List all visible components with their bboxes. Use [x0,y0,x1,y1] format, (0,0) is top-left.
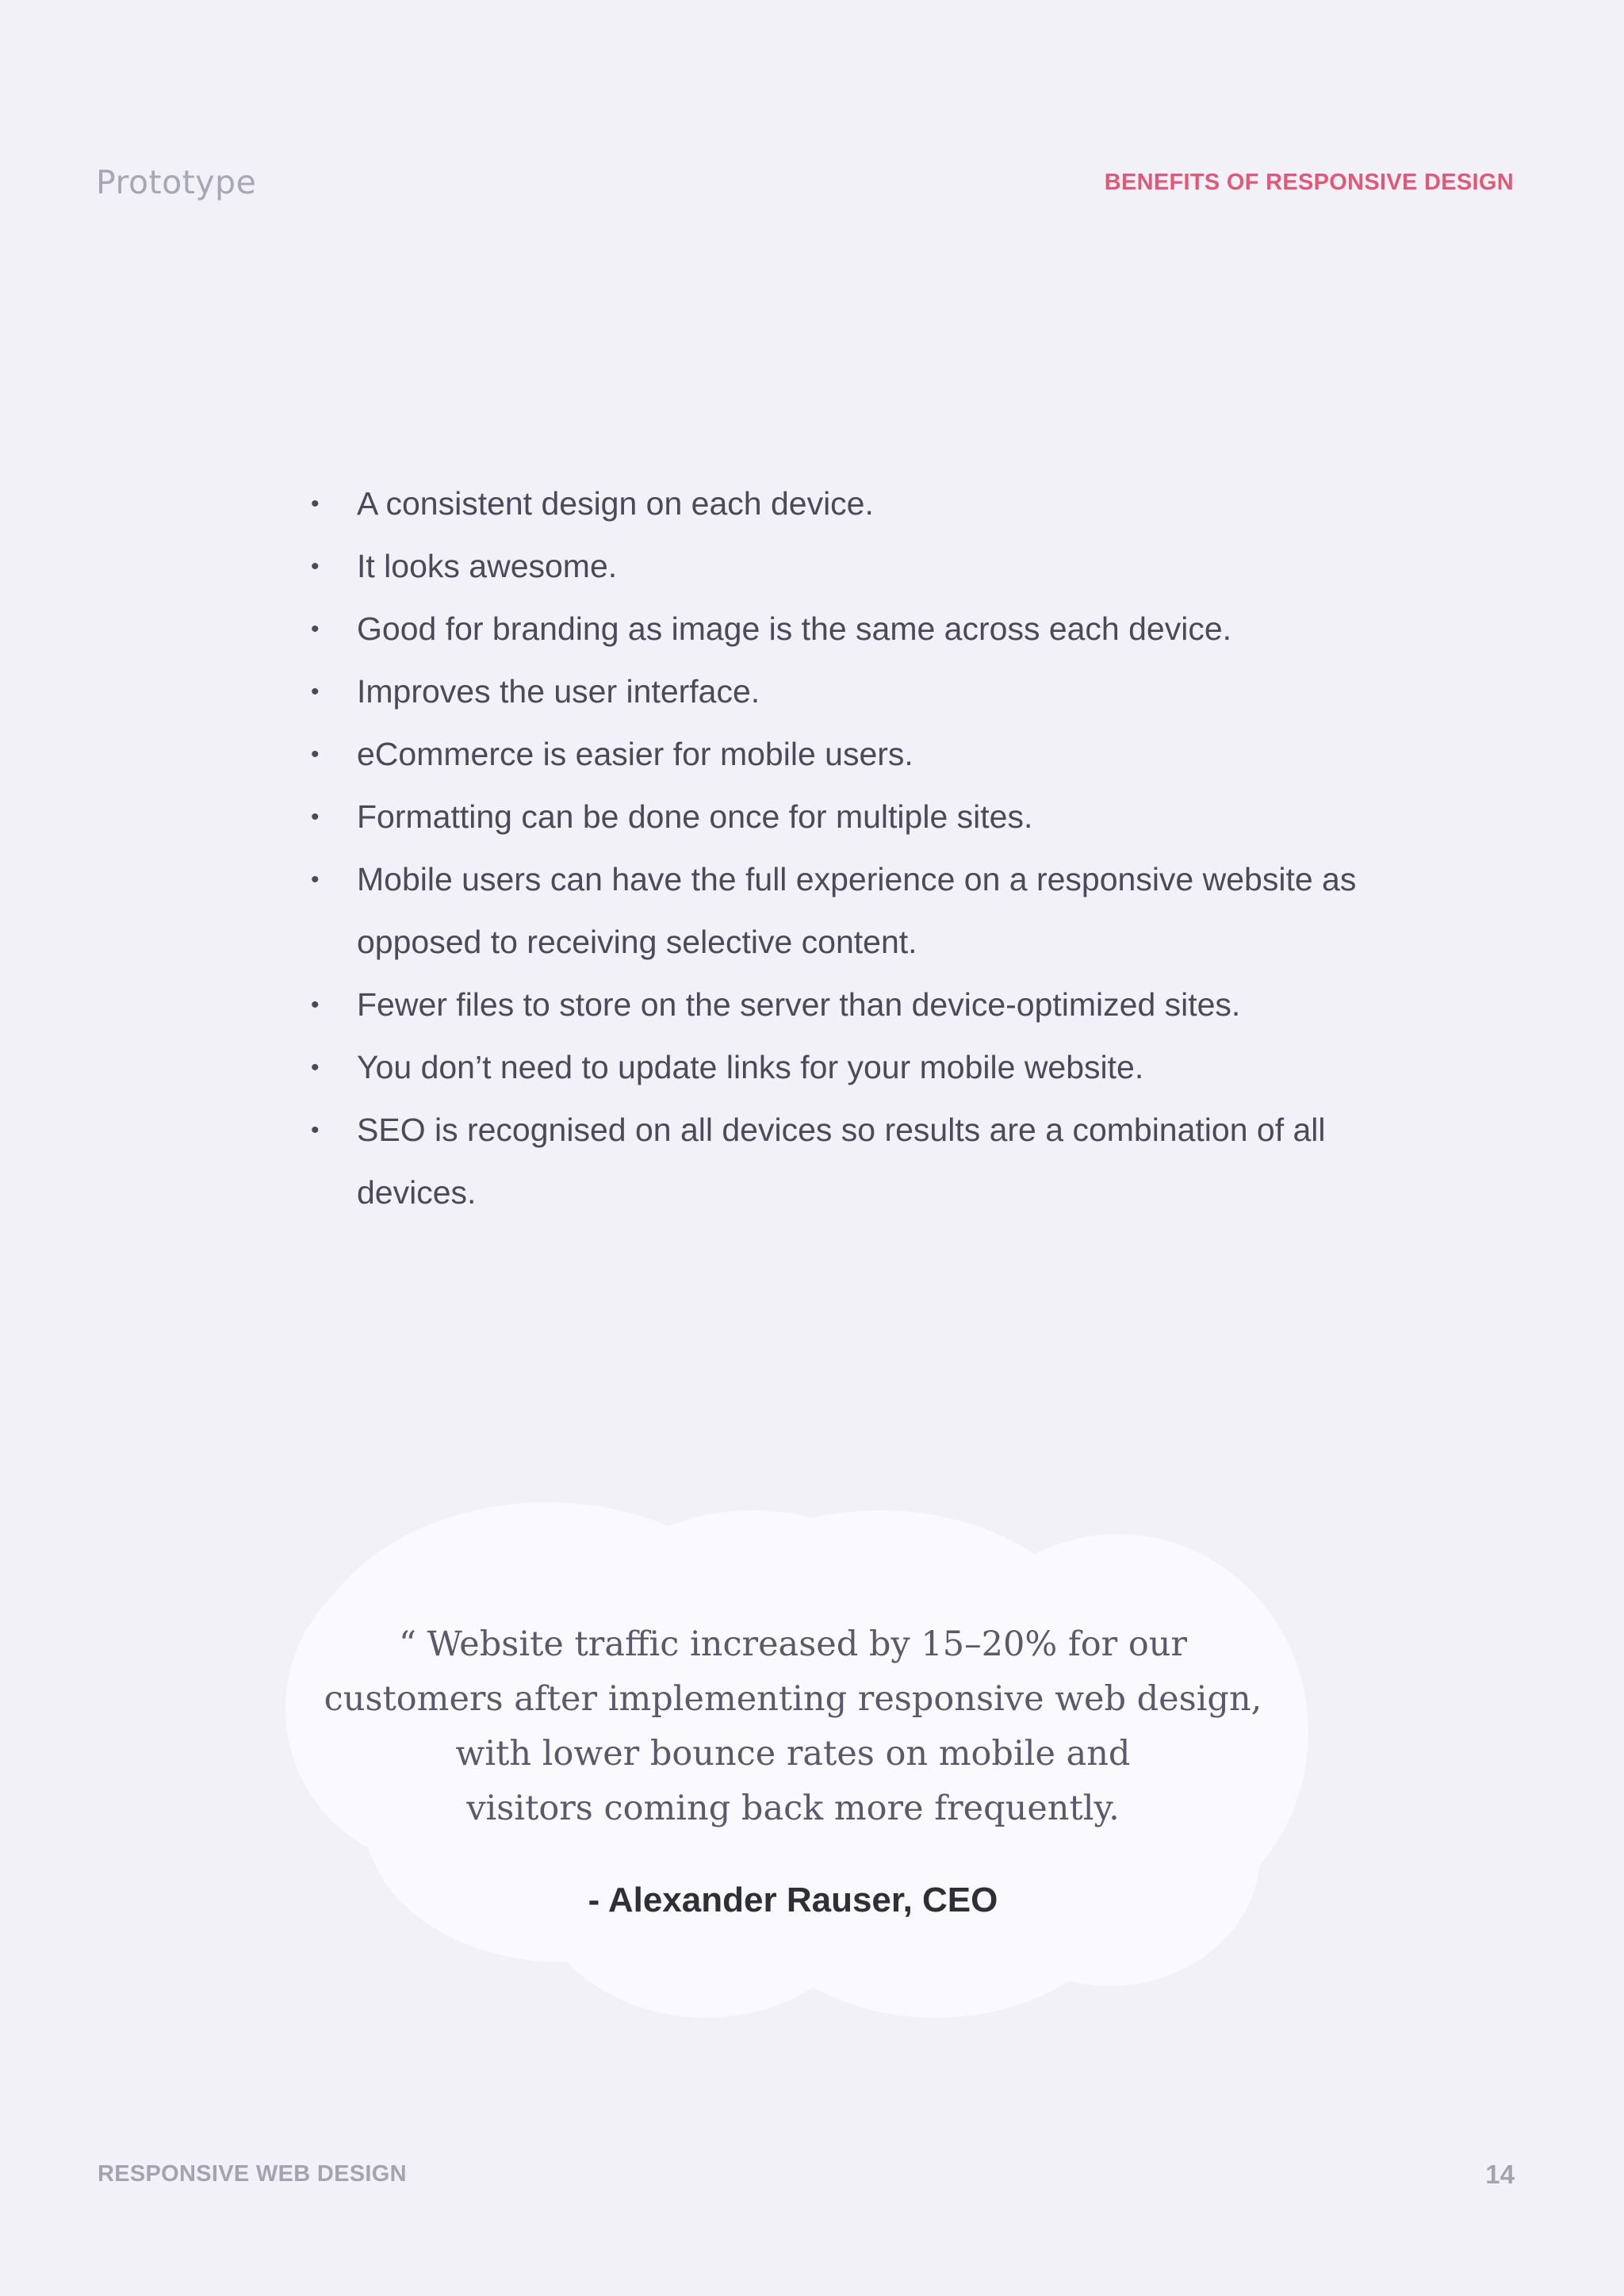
list-item-text: It looks awesome. [357,548,618,584]
bullet-icon: • [311,1054,320,1081]
list-item [301,1036,1364,1099]
bullet-icon: • [311,867,320,893]
page-number: 14 [1485,2160,1515,2189]
list-item [301,1099,1364,1224]
quote-line: “ Website traffic increased by 15–20% for our [398,1624,1188,1664]
bullet-icon: • [311,491,320,517]
testimonial-author: - Alexander Rauser, CEO [588,1881,998,1919]
quote-line: with lower bounce rates on mobile and [455,1734,1131,1774]
brand-logo-text: Prototype [96,163,257,201]
list-item [301,848,1364,974]
list-item [301,598,1364,660]
list-item-text: eCommerce is easier for mobile users. [357,736,914,772]
list-item [301,660,1364,723]
list-item [301,974,1364,1036]
bullet-icon: • [311,679,320,705]
list-item [301,473,1364,535]
list-item [301,535,1364,598]
bullet-icon: • [311,616,320,642]
benefits-list [301,473,1364,1224]
list-item-text: Mobile users can have the full experience on a responsive website as opposed to receiving selective content. [357,861,1357,960]
list-item [301,786,1364,848]
section-title: BENEFITS OF RESPONSIVE DESIGN [1104,170,1514,195]
quote-line: customers after implementing responsive web design, [324,1679,1262,1719]
testimonial-quote [278,1617,1308,1836]
quote-line: visitors coming back more frequently. [466,1789,1120,1828]
list-item-text: SEO is recognised on all devices so results are a combination of all devices. [357,1112,1326,1211]
list-item-text: Improves the user interface. [357,673,760,710]
bullet-icon: • [311,1117,320,1143]
footer-title: RESPONSIVE WEB DESIGN [98,2161,407,2187]
list-item-text: You don’t need to update links for your mobile website. [357,1049,1144,1085]
list-item-text: A consistent design on each device. [357,485,874,522]
list-item [301,723,1364,786]
list-item-text: Formatting can be done once for multiple sites. [357,798,1033,835]
bullet-icon: • [311,553,320,580]
bullet-icon: • [311,992,320,1018]
bullet-icon: • [311,804,320,830]
list-item-text: Fewer files to store on the server than device-optimized sites. [357,986,1241,1023]
list-item-text: Good for branding as image is the same across each device. [357,610,1232,647]
bullet-icon: • [311,741,320,767]
